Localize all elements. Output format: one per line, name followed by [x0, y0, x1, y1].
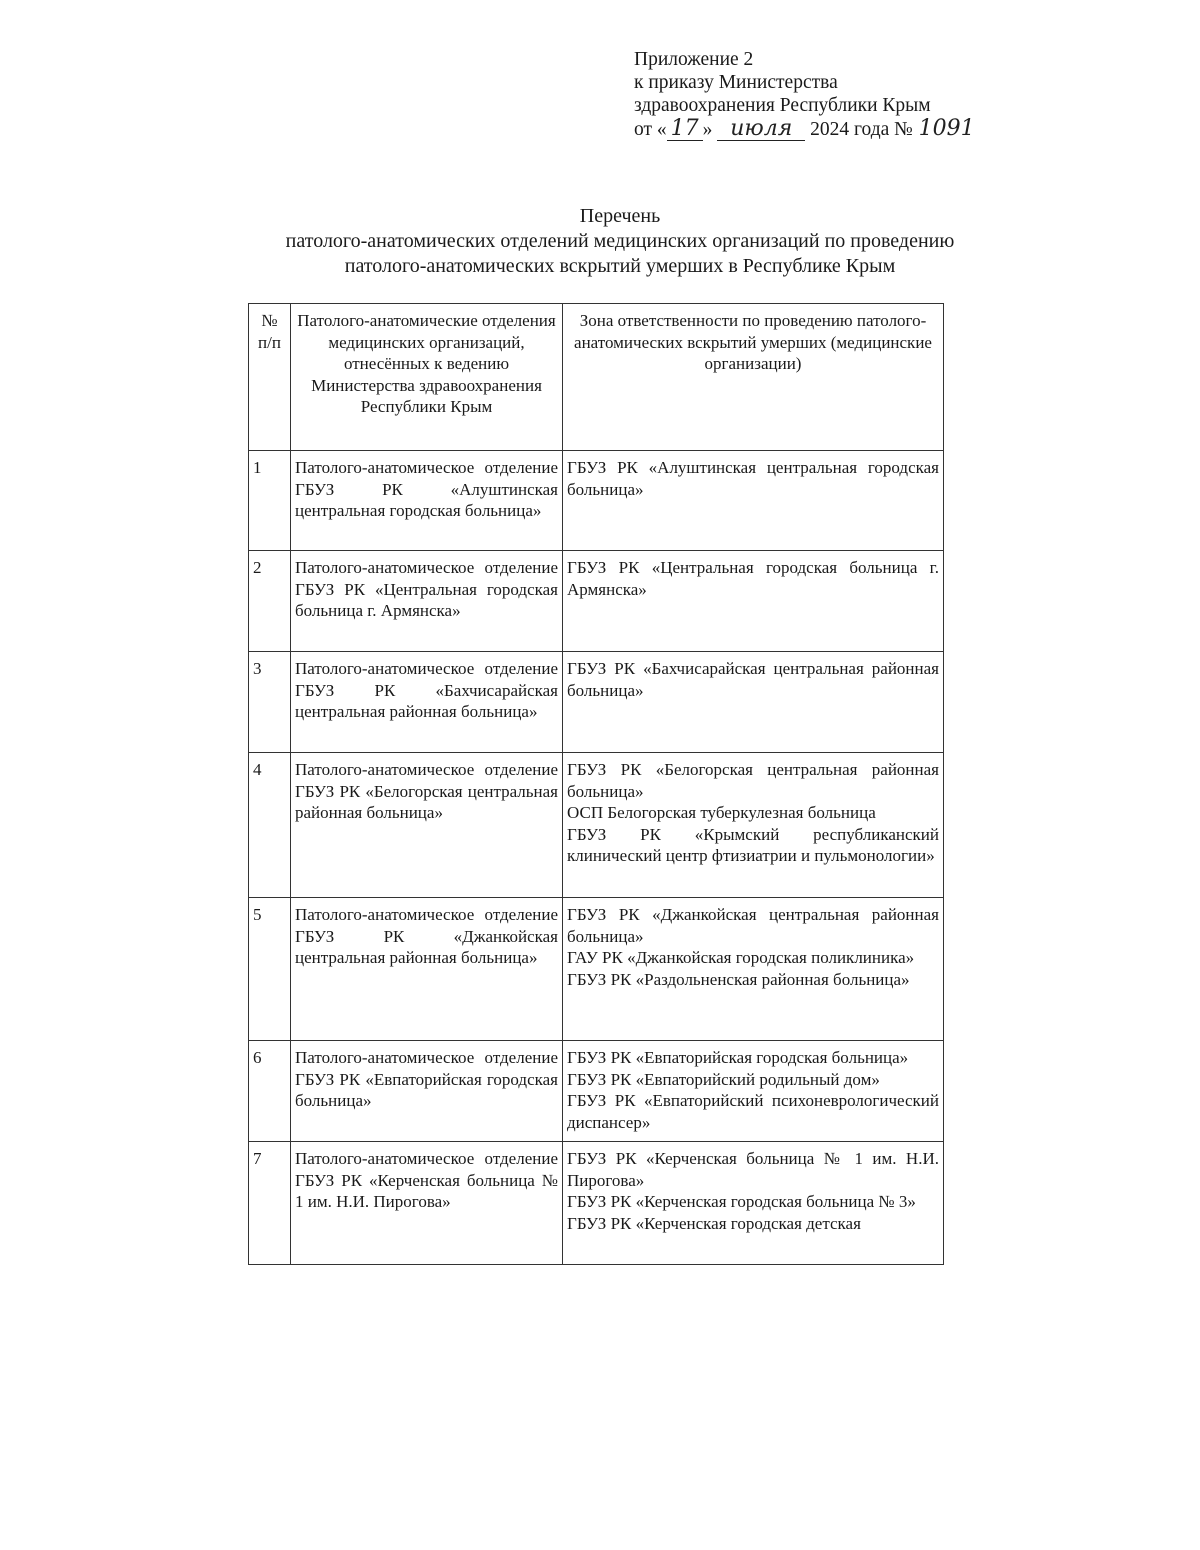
departments-table: [248, 303, 944, 1265]
title-line: патолого-анатомических отделений медицинских организаций по проведению: [285, 230, 955, 252]
appendix-line: Приложение 2: [634, 49, 754, 70]
zone-organization: ГБУЗ РК «Евпаторийский психоневрологический диспансер»: [567, 1091, 939, 1132]
header-zone: Зона ответственности по проведению патолого-анатомических вскрытий умерших (медицинские организации): [563, 304, 944, 451]
appendix-line: здравоохранения Республики Крым: [634, 95, 931, 116]
document-title: [200, 204, 1040, 279]
table-row: [249, 652, 944, 753]
row-number: 3: [249, 652, 291, 753]
row-number: 7: [249, 1142, 291, 1265]
responsibility-zone-cell: [563, 551, 944, 652]
handwritten-order-number: 1091: [918, 116, 975, 141]
year-text: 2024 года №: [810, 119, 913, 140]
table-row: [249, 451, 944, 551]
date-mid: »: [702, 119, 713, 140]
responsibility-zone-cell: [563, 451, 944, 551]
zone-organization: ГБУЗ РК «Керченская больница № 1 им. Н.И. Пирогова»: [567, 1149, 939, 1190]
zone-organization: ГБУЗ РК «Алуштинская центральная городская больница»: [567, 458, 939, 499]
row-number: 5: [249, 898, 291, 1041]
table-row: [249, 898, 944, 1041]
row-number: 1: [249, 451, 291, 551]
zone-organization: ГБУЗ РК «Керченская городская детская: [567, 1213, 861, 1233]
zone-organization: ГБУЗ РК «Евпаторийская городская больница»: [567, 1048, 909, 1067]
row-number: 6: [249, 1041, 291, 1142]
header-num: № п/п: [249, 304, 291, 451]
zone-organization: ГБУЗ РК «Керченская городская больница № 3»: [567, 1192, 916, 1211]
zone-organization: ГБУЗ РК «Евпаторийский родильный дом»: [567, 1069, 880, 1089]
order-date-line: [634, 117, 976, 141]
department-cell: Патолого-анатомическое отделение ГБУЗ РК «Керченская больница № 1 им. Н.И. Пирогова»: [291, 1142, 563, 1265]
department-cell: Патолого-анатомическое отделение ГБУЗ РК «Бахчисарайская центральная районная больница»: [291, 652, 563, 753]
handwritten-day: 17: [667, 117, 703, 141]
zone-organization: ГАУ РК «Джанкойская городская поликлиника»: [567, 948, 915, 967]
zone-organization: ГБУЗ РК «Белогорская центральная районная больница»: [567, 760, 939, 801]
handwritten-month: июля: [717, 117, 805, 141]
appendix-block: [634, 48, 976, 141]
department-cell: Патолого-анатомическое отделение ГБУЗ РК «Алуштинская центральная городская больница»: [291, 451, 563, 551]
responsibility-zone-cell: [563, 753, 944, 898]
title-line: патолого-анатомических вскрытий умерших в Республике Крым: [344, 255, 896, 277]
date-prefix: от «: [634, 119, 667, 140]
table-row: [249, 753, 944, 898]
zone-organization: ГБУЗ РК «Джанкойская центральная районная больница»: [567, 905, 939, 946]
department-cell: Патолого-анатомическое отделение ГБУЗ РК «Белогорская центральная районная больница»: [291, 753, 563, 898]
table-header-row: [249, 304, 944, 451]
table-row: [249, 1041, 944, 1142]
department-cell: Патолого-анатомическое отделение ГБУЗ РК «Джанкойская центральная районная больница»: [291, 898, 563, 1041]
zone-organization: ГБУЗ РК «Крымский республиканский клинический центр фтизиатрии и пульмонологии»: [567, 824, 939, 865]
table-row: [249, 551, 944, 652]
zone-organization: ГБУЗ РК «Бахчисарайская центральная районная больница»: [567, 659, 939, 700]
appendix-line: к приказу Министерства: [634, 72, 838, 93]
table-row: [249, 1142, 944, 1265]
department-cell: Патолого-анатомическое отделение ГБУЗ РК «Евпаторийская городская больница»: [291, 1041, 563, 1142]
responsibility-zone-cell: [563, 898, 944, 1041]
header-dept: Патолого-анатомические отделения медицинских организаций, отнесённых к ведению Министерства здравоохранения Республики Крым: [291, 304, 563, 451]
zone-organization: ГБУЗ РК «Центральная городская больница г. Армянска»: [567, 558, 939, 599]
title-line: Перечень: [579, 205, 661, 227]
responsibility-zone-cell: [563, 1041, 944, 1142]
zone-organization: ОСП Белогорская туберкулезная больница: [567, 803, 876, 822]
responsibility-zone-cell: [563, 1142, 944, 1265]
department-cell: Патолого-анатомическое отделение ГБУЗ РК «Центральная городская больница г. Армянска»: [291, 551, 563, 652]
zone-organization: ГБУЗ РК «Раздольненская районная больница»: [567, 969, 910, 989]
row-number: 4: [249, 753, 291, 898]
row-number: 2: [249, 551, 291, 652]
responsibility-zone-cell: [563, 652, 944, 753]
